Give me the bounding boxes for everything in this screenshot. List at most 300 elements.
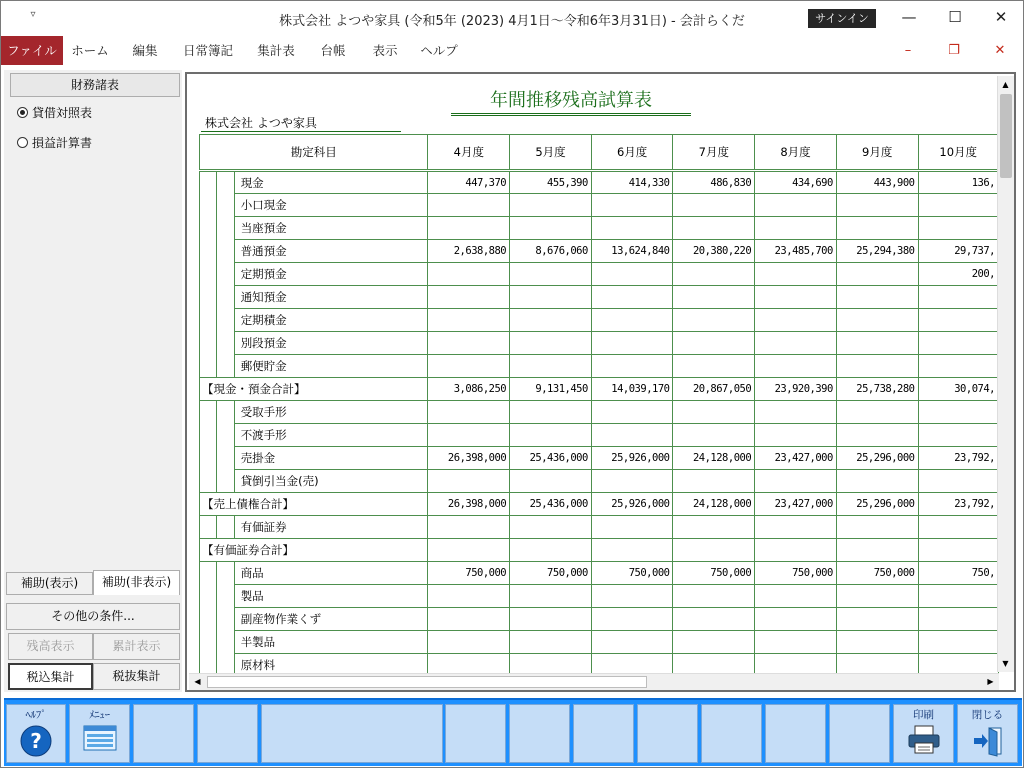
indent-spacer — [216, 654, 234, 675]
table-row-total — [200, 378, 999, 401]
minimize-button[interactable]: — — [901, 8, 917, 26]
financial-statements-header[interactable]: 財務諸表 — [10, 73, 180, 97]
table-row — [200, 470, 999, 493]
column-header-month: 10月度 — [918, 135, 999, 171]
fkey-empty[interactable] — [701, 704, 762, 763]
amount-cell: 443,900 — [836, 171, 918, 194]
amount-cell — [673, 217, 755, 240]
fkey-empty[interactable] — [765, 704, 826, 763]
amount-cell — [510, 608, 592, 631]
account-label: 半製品 — [234, 631, 428, 654]
amount-cell — [918, 539, 999, 562]
amount-cell — [428, 309, 510, 332]
amount-cell — [591, 631, 673, 654]
amount-cell: 23,427,000 — [755, 493, 837, 516]
indent-spacer — [216, 631, 234, 654]
column-header-month: 5月度 — [510, 135, 592, 171]
amount-cell: 25,926,000 — [591, 447, 673, 470]
amount-cell: 750,000 — [510, 562, 592, 585]
amount-cell — [510, 424, 592, 447]
indent-spacer — [216, 240, 234, 263]
account-label: 通知預金 — [234, 286, 428, 309]
amount-cell — [836, 470, 918, 493]
amount-cell — [673, 539, 755, 562]
left-panel — [4, 70, 182, 692]
amount-cell: 25,296,000 — [836, 447, 918, 470]
amount-cell — [836, 309, 918, 332]
amount-cell: 750, — [918, 562, 999, 585]
amount-cell — [428, 631, 510, 654]
indent-spacer — [216, 171, 234, 194]
printer-icon — [907, 725, 941, 758]
amount-cell — [510, 516, 592, 539]
amount-cell — [673, 309, 755, 332]
amount-cell — [836, 631, 918, 654]
indent-spacer — [200, 217, 217, 240]
amount-cell: 23,427,000 — [755, 447, 837, 470]
amount-cell — [591, 585, 673, 608]
amount-cell — [510, 585, 592, 608]
amount-cell: 25,926,000 — [591, 493, 673, 516]
amount-cell — [755, 286, 837, 309]
menu-icon — [83, 725, 117, 754]
fkey-empty[interactable] — [445, 704, 506, 763]
menu-fkey-button[interactable] — [69, 704, 130, 763]
amount-cell — [918, 585, 999, 608]
indent-spacer — [200, 355, 217, 378]
indent-spacer — [200, 470, 217, 493]
column-header-month: 7月度 — [673, 135, 755, 171]
amount-cell — [673, 263, 755, 286]
close-fkey-button[interactable] — [957, 704, 1018, 763]
table-row-total — [200, 493, 999, 516]
vertical-scroll-thumb[interactable] — [1000, 94, 1012, 178]
amount-cell — [755, 332, 837, 355]
amount-cell — [918, 309, 999, 332]
menu-edit[interactable]: 編集 — [132, 43, 158, 58]
print-fkey-button[interactable] — [893, 704, 954, 763]
amount-cell — [836, 332, 918, 355]
amount-cell — [428, 585, 510, 608]
amount-cell — [918, 516, 999, 539]
amount-cell: 23,485,700 — [755, 240, 837, 263]
amount-cell — [428, 608, 510, 631]
amount-cell — [836, 217, 918, 240]
amount-cell — [591, 424, 673, 447]
indent-spacer — [216, 194, 234, 217]
account-label: 郵便貯金 — [234, 355, 428, 378]
indent-spacer — [200, 309, 217, 332]
amount-cell: 23,792, — [918, 493, 999, 516]
menu-view[interactable]: 表示 — [372, 43, 398, 58]
report-content — [189, 76, 999, 674]
help-fkey-button[interactable] — [6, 704, 66, 763]
company-name: 株式会社 よつや家具 — [201, 114, 401, 132]
amount-cell — [591, 470, 673, 493]
amount-cell — [836, 608, 918, 631]
account-label: 小口現金 — [234, 194, 428, 217]
account-label: 副産物作業くず — [234, 608, 428, 631]
amount-cell — [918, 194, 999, 217]
horizontal-scrollbar[interactable] — [189, 673, 999, 690]
table-row — [200, 631, 999, 654]
scroll-down-icon[interactable]: ▼ — [1002, 659, 1009, 668]
amount-cell — [836, 355, 918, 378]
amount-cell — [836, 286, 918, 309]
window-title: 株式会社 よつや家具 (令和5年 (2023) 4月1日～令和6年3月31日) - 会計らくだ — [279, 14, 745, 29]
indent-spacer — [216, 562, 234, 585]
amount-cell: 750,000 — [836, 562, 918, 585]
amount-cell — [918, 286, 999, 309]
amount-cell — [673, 355, 755, 378]
balance-view-button[interactable]: 残高表示 — [8, 633, 93, 660]
table-row — [200, 171, 999, 194]
amount-cell — [755, 631, 837, 654]
radio-balance-sheet[interactable] — [17, 103, 92, 123]
indent-spacer — [216, 286, 234, 309]
account-label: 有価証券 — [234, 516, 428, 539]
account-label: 当座預金 — [234, 217, 428, 240]
menu-summary[interactable]: 集計表 — [257, 43, 295, 58]
indent-spacer — [200, 516, 217, 539]
amount-cell — [591, 539, 673, 562]
column-header-month: 9月度 — [836, 135, 918, 171]
amount-cell — [673, 631, 755, 654]
close-fkey-label: 閉じる — [971, 709, 1004, 721]
radio-selected-icon — [17, 107, 28, 118]
scroll-up-icon[interactable]: ▲ — [1002, 80, 1009, 89]
amount-cell — [836, 585, 918, 608]
column-header-account: 勘定科目 — [200, 135, 428, 171]
amount-cell: 24,128,000 — [673, 447, 755, 470]
amount-cell: 25,436,000 — [510, 447, 592, 470]
amount-cell — [510, 355, 592, 378]
menu-ledger[interactable]: 台帳 — [320, 43, 346, 58]
table-header-row — [200, 135, 999, 171]
amount-cell — [428, 401, 510, 424]
amount-cell: 26,398,000 — [428, 447, 510, 470]
amount-cell: 8,676,060 — [510, 240, 592, 263]
fkey-empty[interactable] — [197, 704, 258, 763]
tax-inclusive-button[interactable]: 税込集計 — [8, 663, 93, 690]
help-fkey-label: ﾍﾙﾌﾟ — [25, 709, 47, 721]
vertical-scrollbar[interactable] — [997, 76, 1014, 672]
amount-cell: 26,398,000 — [428, 493, 510, 516]
amount-cell — [428, 355, 510, 378]
help-icon — [20, 725, 52, 760]
maximize-button[interactable]: ☐ — [948, 8, 962, 26]
amount-cell — [591, 263, 673, 286]
menu-file[interactable]: ファイル — [1, 36, 63, 65]
account-label: 不渡手形 — [234, 424, 428, 447]
fkey-empty[interactable] — [573, 704, 634, 763]
amount-cell — [836, 654, 918, 675]
amount-cell: 414,330 — [591, 171, 673, 194]
total-account-label: 【売上債権合計】 — [200, 493, 428, 516]
amount-cell — [510, 631, 592, 654]
radio-unselected-icon — [17, 137, 28, 148]
table-row — [200, 355, 999, 378]
amount-cell — [918, 608, 999, 631]
account-label: 受取手形 — [234, 401, 428, 424]
indent-spacer — [200, 447, 217, 470]
amount-cell — [755, 194, 837, 217]
tax-exclusive-button[interactable]: 税抜集計 — [93, 663, 180, 690]
amount-cell — [673, 401, 755, 424]
function-key-toolbar — [4, 698, 1022, 766]
radio-income-statement-label: 損益計算書 — [32, 136, 93, 150]
radio-income-statement[interactable] — [17, 133, 92, 153]
amount-cell — [510, 309, 592, 332]
table-row — [200, 217, 999, 240]
fkey-empty[interactable] — [829, 704, 890, 763]
amount-cell — [918, 424, 999, 447]
amount-cell — [673, 470, 755, 493]
amount-cell: 23,920,390 — [755, 378, 837, 401]
amount-cell: 24,128,000 — [673, 493, 755, 516]
amount-cell: 20,867,050 — [673, 378, 755, 401]
doc-restore-icon[interactable]: ❐ — [948, 43, 960, 58]
amount-cell — [673, 332, 755, 355]
amount-cell — [510, 470, 592, 493]
quick-access-dropdown-icon[interactable]: ▿ — [30, 9, 36, 20]
account-label: 製品 — [234, 585, 428, 608]
amount-cell — [591, 654, 673, 675]
column-header-month: 4月度 — [428, 135, 510, 171]
account-label: 商品 — [234, 562, 428, 585]
table-row — [200, 286, 999, 309]
indent-spacer — [200, 171, 217, 194]
radio-balance-sheet-label: 貸借対照表 — [32, 106, 93, 120]
amount-cell — [755, 516, 837, 539]
scroll-left-icon[interactable]: ◀ — [194, 677, 201, 686]
indent-spacer — [200, 286, 217, 309]
amount-cell — [755, 608, 837, 631]
amount-cell: 30,074, — [918, 378, 999, 401]
amount-cell: 9,131,450 — [510, 378, 592, 401]
amount-cell — [591, 516, 673, 539]
amount-cell — [836, 516, 918, 539]
account-label: 原材料 — [234, 654, 428, 675]
amount-cell — [918, 631, 999, 654]
table-row — [200, 562, 999, 585]
table-row — [200, 424, 999, 447]
amount-cell: 486,830 — [673, 171, 755, 194]
amount-cell — [918, 217, 999, 240]
amount-cell: 23,792, — [918, 447, 999, 470]
account-label: 定期預金 — [234, 263, 428, 286]
table-row — [200, 240, 999, 263]
amount-cell: 2,638,880 — [428, 240, 510, 263]
amount-cell — [755, 401, 837, 424]
table-row — [200, 401, 999, 424]
indent-spacer — [200, 562, 217, 585]
amount-cell — [836, 424, 918, 447]
amount-cell — [510, 539, 592, 562]
fkey-empty[interactable] — [509, 704, 570, 763]
indent-spacer — [216, 217, 234, 240]
doc-minimize-icon[interactable]: – — [904, 43, 912, 58]
amount-cell — [428, 332, 510, 355]
amount-cell — [918, 332, 999, 355]
table-row — [200, 447, 999, 470]
amount-cell — [836, 194, 918, 217]
amount-cell — [836, 263, 918, 286]
amount-cell — [510, 263, 592, 286]
menu-fkey-label: ﾒﾆｭｰ — [89, 709, 110, 721]
amount-cell — [673, 654, 755, 675]
amount-cell — [428, 516, 510, 539]
amount-cell — [591, 332, 673, 355]
tab-sub-hide[interactable]: 補助(非表示) — [93, 570, 180, 595]
amount-cell: 25,296,000 — [836, 493, 918, 516]
amount-cell — [755, 654, 837, 675]
amount-cell: 750,000 — [428, 562, 510, 585]
fkey-empty[interactable] — [261, 704, 443, 763]
amount-cell — [591, 194, 673, 217]
amount-cell — [673, 424, 755, 447]
table-row — [200, 608, 999, 631]
report-title: 年間推移残高試算表 — [451, 86, 691, 116]
indent-spacer — [216, 585, 234, 608]
amount-cell — [428, 286, 510, 309]
indent-spacer — [216, 516, 234, 539]
amount-cell — [755, 470, 837, 493]
amount-cell: 13,624,840 — [591, 240, 673, 263]
menu-home[interactable]: ホーム — [71, 43, 109, 58]
amount-cell — [428, 194, 510, 217]
amount-cell — [591, 355, 673, 378]
amount-cell — [755, 263, 837, 286]
amount-cell — [755, 424, 837, 447]
amount-cell — [918, 470, 999, 493]
amount-cell — [428, 263, 510, 286]
amount-cell: 447,370 — [428, 171, 510, 194]
table-row — [200, 654, 999, 675]
column-header-month: 6月度 — [591, 135, 673, 171]
account-label: 現金 — [234, 171, 428, 194]
amount-cell — [673, 194, 755, 217]
signin-button[interactable]: サインイン — [808, 9, 876, 28]
indent-spacer — [200, 631, 217, 654]
column-header-month: 8月度 — [755, 135, 837, 171]
indent-spacer — [216, 470, 234, 493]
indent-spacer — [200, 263, 217, 286]
amount-cell — [428, 539, 510, 562]
indent-spacer — [200, 424, 217, 447]
amount-cell — [591, 286, 673, 309]
trial-balance-table — [199, 134, 999, 674]
cumulative-view-button[interactable]: 累計表示 — [93, 633, 180, 660]
indent-spacer — [200, 608, 217, 631]
amount-cell — [755, 217, 837, 240]
account-label: 普通預金 — [234, 240, 428, 263]
fkey-empty[interactable] — [637, 704, 698, 763]
indent-spacer — [216, 447, 234, 470]
indent-spacer — [216, 332, 234, 355]
amount-cell: 25,738,280 — [836, 378, 918, 401]
total-account-label: 【有価証券合計】 — [200, 539, 428, 562]
account-label: 定期積金 — [234, 309, 428, 332]
amount-cell: 25,436,000 — [510, 493, 592, 516]
account-label: 売掛金 — [234, 447, 428, 470]
amount-cell — [510, 217, 592, 240]
amount-cell — [918, 355, 999, 378]
amount-cell — [673, 516, 755, 539]
amount-cell: 20,380,220 — [673, 240, 755, 263]
amount-cell: 750,000 — [591, 562, 673, 585]
scroll-right-icon[interactable]: ▶ — [987, 677, 994, 686]
amount-cell — [755, 539, 837, 562]
amount-cell — [428, 424, 510, 447]
fkey-empty[interactable] — [133, 704, 194, 763]
amount-cell — [591, 217, 673, 240]
amount-cell — [918, 654, 999, 675]
title-bar — [1, 1, 1023, 35]
amount-cell — [755, 355, 837, 378]
amount-cell — [673, 286, 755, 309]
amount-cell — [591, 608, 673, 631]
amount-cell: 455,390 — [510, 171, 592, 194]
amount-cell — [510, 654, 592, 675]
amount-cell: 136, — [918, 171, 999, 194]
amount-cell — [673, 585, 755, 608]
close-window-button[interactable]: ✕ — [994, 8, 1008, 26]
table-body — [200, 171, 999, 675]
indent-spacer — [216, 309, 234, 332]
amount-cell: 29,737, — [918, 240, 999, 263]
indent-spacer — [200, 240, 217, 263]
table-row — [200, 516, 999, 539]
indent-spacer — [200, 654, 217, 675]
menu-daily-bookkeeping[interactable]: 日常簿記 — [182, 43, 233, 58]
indent-spacer — [216, 401, 234, 424]
indent-spacer — [216, 263, 234, 286]
horizontal-scroll-thumb[interactable] — [207, 676, 647, 688]
table-row — [200, 585, 999, 608]
indent-spacer — [216, 355, 234, 378]
menu-help[interactable]: ヘルプ — [420, 43, 458, 58]
svg-text:?: ? — [30, 729, 42, 753]
amount-cell: 750,000 — [673, 562, 755, 585]
table-row — [200, 194, 999, 217]
doc-close-icon[interactable]: ✕ — [994, 43, 1006, 58]
indent-spacer — [216, 608, 234, 631]
total-account-label: 【現金・預金合計】 — [200, 378, 428, 401]
amount-cell: 750,000 — [755, 562, 837, 585]
amount-cell: 25,294,380 — [836, 240, 918, 263]
print-fkey-label: 印刷 — [913, 709, 934, 721]
account-label: 別段預金 — [234, 332, 428, 355]
amount-cell — [510, 194, 592, 217]
tab-sub-show[interactable]: 補助(表示) — [6, 572, 93, 595]
account-label: 貸倒引当金(売) — [234, 470, 428, 493]
amount-cell — [428, 217, 510, 240]
amount-cell: 3,086,250 — [428, 378, 510, 401]
other-conditions-button[interactable]: その他の条件... — [6, 603, 180, 630]
amount-cell — [673, 608, 755, 631]
amount-cell: 200, — [918, 263, 999, 286]
amount-cell — [428, 470, 510, 493]
indent-spacer — [216, 424, 234, 447]
report-viewer — [185, 72, 1016, 692]
indent-spacer — [200, 332, 217, 355]
table-row — [200, 309, 999, 332]
amount-cell — [755, 309, 837, 332]
amount-cell — [510, 332, 592, 355]
amount-cell — [836, 539, 918, 562]
table-row — [200, 332, 999, 355]
